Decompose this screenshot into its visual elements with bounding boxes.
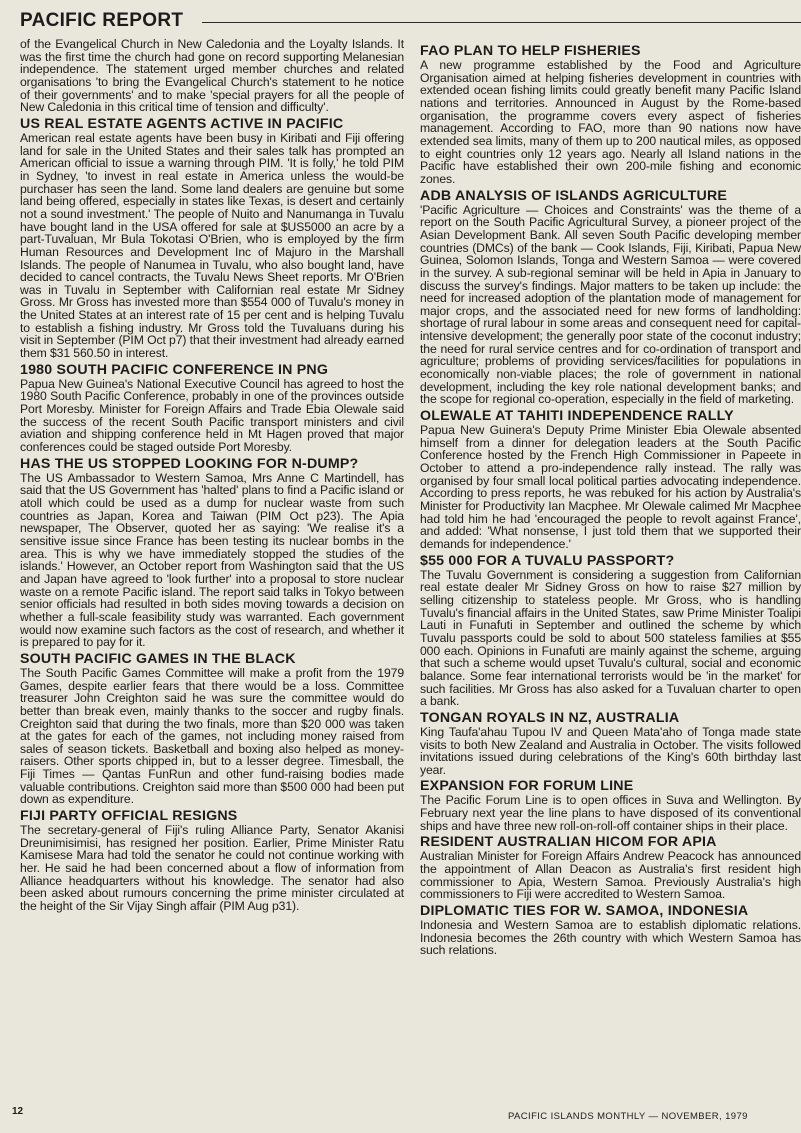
article-body: 'Pacific Agriculture — Choices and Constraints' was the theme of a report on the South Pacific Agricultural Survey, a pioneer project of the Asian Development Bank. All seven South Pacific developing member countries (DMCs) of the bank — Cook Islands, Fiji, Kiribati, Papua New Guinea, Solomon Islands, Tonga and Western Samoa — were covered in the survey. A sub-regional seminar will be held in Apia in January to discuss the survey's findings. Major matters to be taken up include: the need for increased adoption of the plantation mode of management for major crops, and the associated need for new forms of landholding: shortage of rural labour in some areas and consequent need for capital-intensive development; the generally poor state of the coconut industry; the need for rural service centres and for co-ordination of transport and agriculture; problems of providing services/facilities for populations in economically non-viable places; the role of government in national development, including the key role national development banks; and the scope for regional co-operation, especially in the field of marketing. <box>420 202 801 407</box>
headline-adb-agriculture: ADB ANALYSIS OF ISLANDS AGRICULTURE <box>420 188 728 204</box>
article-body: The Tuvalu Government is considering a suggestion from Californian real estate dealer Mr Sidney Gross on how to raise $27 million by selling citizenship to stateless people. Mr Gross, who is handling Tuvalu's financial affairs in the United States, saw Prime Minister Toalipi Lauti in Funafuti in September and outlined the scheme by which Tuvalu passports could be sold to about 500 stateless families at $55 000 each. Opinions in Funafuti are mainly against the scheme, arguing that such a scheme would upset Tuvalu's cultural, social and economic balance. Some fear international terrorists would be 'in the market' for such facilities. Mr Gross has also asked for a Tuvaluan charter to open a bank. <box>420 567 801 709</box>
masthead-rule <box>202 22 801 23</box>
article-body: Australian Minister for Foreign Affairs Andrew Peacock has announced the appointment of Allan Deacon as Australia's first resident high commissioner to Apia, Western Samoa. Previously Australia's high commissioners to Fiji were accredited to Western Samoa. <box>420 849 801 902</box>
article-body: Papua New Guinea's National Executive Council has agreed to host the 1980 South Pacific Conference, probably in one of the provinces outside Port Moresby. Minister for Foreign Affairs and Trade Ebia Olewale said the success of the recent South Pacific transport ministers and civil aviation and shipping conference held in Mt Hagen proved that major conferences could be staged outside Port Moresby. <box>20 376 404 455</box>
section-title: PACIFIC REPORT <box>20 10 184 31</box>
article-body: The US Ambassador to Western Samoa, Mrs Anne C Martindell, has said that the US Government has 'halted' plans to find a Pacific island or atoll which could be used as a dump for nuclear waste from such countries as Japan, Korea and Taiwan (PIM Oct p23). The Apia newspaper, The Observer, quoted her as saying: 'We realise it's a sensitive issue since France has been testing its nuclear bombs in the area. This is why we have immediately stopped the studies of the islands.' However, an October report from Washington said that the US and Japan have agreed to 'look further' into a proposal to store nuclear waste on a remote Pacific island. The report said talks in Tokyo between senior officials had resulted in both sides moving towards a decision on whether a full-scale feasibility study was warranted. Each government would now examine such factors as the cost of research, and whether it is prepared to pay for it. <box>20 470 404 650</box>
headline-tongan-royals: TONGAN ROYALS IN NZ, AUSTRALIA <box>420 710 680 726</box>
magazine-footer: PACIFIC ISLANDS MONTHLY — NOVEMBER, 1979 <box>508 1111 748 1122</box>
headline-n-dump: HAS THE US STOPPED LOOKING FOR N-DUMP? <box>20 456 359 472</box>
headline-hicom-apia: RESIDENT AUSTRALIAN HICOM FOR APIA <box>420 835 717 851</box>
headline-us-real-estate: US REAL ESTATE AGENTS ACTIVE IN PACIFIC <box>20 116 344 132</box>
headline-games-black: SOUTH PACIFIC GAMES IN THE BLACK <box>20 651 296 667</box>
article-body: Papua New Guinera's Deputy Prime Minister Ebia Olewale absented himself from a dinner for delegation leaders at the South Pacific Conference hosted by the French High Commissioner in Papeete in October to attend a pro-independence rally instead. The rally was organised by four small local political parties advocating independence. According to press reports, he was rebuked for his action by Australia's Minister for Productivity Ian Macphee. Mr Olewale calimed Mr Macphee had told him he had 'encouraged the people to revolt against France', and added: 'What nonsense, I just told them that we supported their demands for independence.' <box>420 423 801 551</box>
headline-olewale-tahiti: OLEWALE AT TAHITI INDEPENDENCE RALLY <box>420 409 734 425</box>
article-body: The Pacific Forum Line is to open offices in Suva and Wellington. By February next year the line plans to have disposed of its conventional ships and have three new roll-on-roll-off container ships in their place. <box>420 793 801 833</box>
article-body: The secretary-general of Fiji's ruling Alliance Party, Senator Akanisi Dreunimisimisi, has resigned her position. Earlier, Prime Minister Ratu Kamisese Mara had told the senator he could not continue working with her. He said he had been concerned about a flow of information from Alliance headquarters without his knowledge. The senator had also been asked about rumours concerning the prime minister circulated at the height of the Sir Vijay Singh affair (PIM Aug p31). <box>20 823 404 914</box>
article-body-continued: of the Evangelical Church in New Caledonia and the Loyalty Islands. It was the first time the church had gone on record supporting Melanesian independence. The statement urged member churches and related organisations 'to bring the Evangelical Church's statement to he notice of their governments' and to make 'special prayers for all the people of New Caledonia in this critical time of tension and difficulty'. <box>20 38 404 115</box>
headline-forum-line: EXPANSION FOR FORUM LINE <box>420 779 634 795</box>
headline-samoa-indonesia: DIPLOMATIC TIES FOR W. SAMOA, INDONESIA <box>420 904 749 920</box>
left-column <box>20 38 404 1094</box>
headline-fao-fisheries: FAO PLAN TO HELP FISHERIES <box>420 44 641 59</box>
page-number: 12 <box>12 1106 24 1117</box>
article-body: A new programme established by the Food and Agriculture Organisation aimed at helping fisheries development in countries with extended ocean fishing limits could greatly benefit many Pacific Island nations and territories. Announced in August by the Rome-based organisation, the programme covers every aspect of fisheries management. According to FAO, more than 90 nations now have extended sea limits, many of them up to 200 nautical miles, as opposed to eight countries only 12 years ago. Nearly all Island nations in the Pacific have established their own 200-mile fishing and economic zones. <box>420 58 801 186</box>
masthead <box>20 8 801 32</box>
right-column <box>420 38 801 1094</box>
article-body: The South Pacific Games Committee will make a profit from the 1979 Games, despite earlier fears that there would be a loss. Committee treasurer John Creighton said he was sure the committee would do better than break even, mainly thanks to the soccer and rugby finals. Creighton said that during the two finals, more than $20 000 was taken at the gates for each of the games, not including money raised from sales of season tickets. Basketball and boxing also helped as money-raisers. Other sports chipped in, but to a lesser degree. Timesball, the Fiji Times — Qantas FunRun and other fund-raising bodies made valuable contributions. Creighton said more than $500 000 had been put down as expenditure. <box>20 665 404 807</box>
headline-fiji-party: FIJI PARTY OFFICIAL RESIGNS <box>20 809 238 825</box>
article-body: American real estate agents have been busy in Kiribati and Fiji offering land for sale in the United States and their sales talk has prompted an American official to issue a warning through PIM. 'It is folly,' he told PIM in Sydney, 'to invest in real estate in America unless the would-be purchaser has seen the land. Some land dealers are genuine but some land being offered, especially in states like Texas, is desert and certainly not a sound investment.' The people of Nuito and Nanumanga in Tuvalu have bought land in the USA offered for sale at $US5000 an acre by a part-Tuvaluan, Mr Bula Tokotasi O'Brien, who is employed by the firm Human Resources and Development Inc of Majuro in the Marshall Islands. The people of Nanumea in Tuvalu, who also bought land, have decided to cancel contracts, the Tuvalu News Sheet reports. Mr O'Brien was in Tuvalu in September with Californian real estate Mr Sidney Gross. Mr Gross has invested more than $554 000 of Tuvalu's money in the United States at an interest rate of 15 per cent and is helping Tuvalu to establish a fishing industry. Mr Gross told the Tuvaluans during his visit in September (PIM Oct p7) that their investment had already earned them $31 560.50 in interest. <box>20 130 404 361</box>
headline-spc-1980: 1980 SOUTH PACIFIC CONFERENCE IN PNG <box>20 362 329 378</box>
article-body: Indonesia and Western Samoa are to establish diplomatic relations. Indonesia becomes the 26th country with which Western Samoa has such relations. <box>420 918 801 958</box>
headline-tuvalu-passport: $55 000 FOR A TUVALU PASSPORT? <box>420 553 675 569</box>
article-body: King Taufa'ahau Tupou IV and Queen Mata'aho of Tonga made state visits to both New Zealand and Australia in October. The visits followed invitations issued during celebrations of the King's 60th birthday last year. <box>420 724 801 777</box>
